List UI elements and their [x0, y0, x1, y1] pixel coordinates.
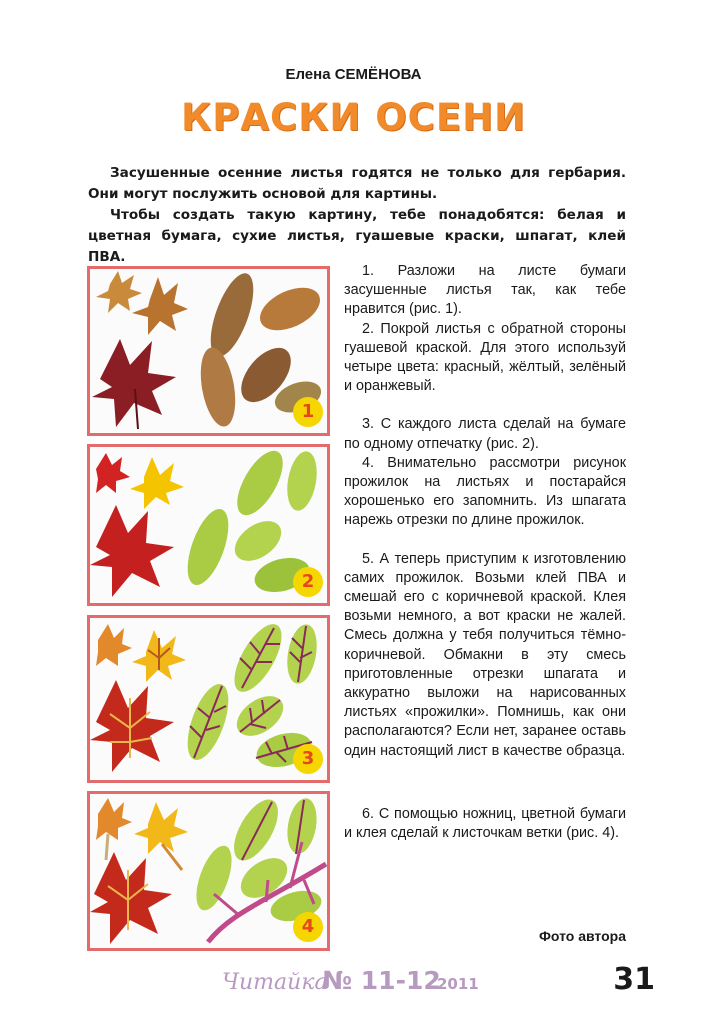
issue-number: № 11-12: [322, 966, 441, 995]
magazine-name: Читайка: [222, 970, 328, 995]
step-2: 2. Покрой листья с обратной стороны гуашевой краской. Для этого используй четыре цвета: красный, жёлтый, зелёный и оранжевый.: [344, 320, 626, 395]
article-title: КРАСКИ ОСЕНИ: [180, 96, 527, 139]
figure-number-badge: 3: [293, 744, 323, 774]
figure-number-badge: 2: [293, 567, 323, 597]
leaf-veins-illustration: [90, 618, 327, 780]
intro-paragraph: Чтобы создать такую картину, тебе понадобятся: белая и цветная бумага, сухие листья, гуашевые краски, шпагат, клей ПВА.: [88, 207, 626, 265]
figure-number-badge: 4: [293, 912, 323, 942]
step-4: 4. Внимательно рассмотри рисунок прожилок на листьях и постарайся хорошенько его запомнить. Из шпагата нарежь отрезки по длине прожилок.: [344, 454, 626, 529]
figure-3-leaf-veins: [87, 615, 330, 783]
page-number: 31: [613, 962, 655, 997]
figure-1-dried-leaves: [87, 266, 330, 436]
paint-prints-illustration: [90, 447, 327, 603]
figure-4-leaf-branches: [87, 791, 330, 951]
dried-leaves-illustration: [90, 269, 327, 433]
figure-2-paint-prints: [87, 444, 330, 606]
step-5: 5. А теперь приступим к изготовлению самих прожилок. Возьми клей ПВА и смешай его с коричневой краской. Клея возьми немного, а вот краски не жалей. Смесь должна у тебя получиться тёмно-коричневой. Обмакни в эту смесь приготовленные отрезки шпагата и аккуратно выложи на нарисованных листьях «прожилки». Помнишь, как они располагаются? Если нет, заранее оставь один настоящий лист в качестве образца.: [344, 550, 626, 759]
step-3: 3. С каждого листа сделай на бумаге по одному отпечатку (рис. 2).: [344, 416, 626, 452]
leaf-branches-illustration: [90, 794, 327, 948]
photo-credit: Фото автора: [538, 928, 626, 944]
intro-paragraph: Засушенные осенние листья годятся не только для гербария. Они могут послужить основой для картины.: [88, 165, 626, 202]
figure-number-badge: 1: [293, 397, 323, 427]
issue-year: 2011: [437, 975, 479, 993]
instructions: [344, 262, 626, 843]
article-author: Елена СЕМЁНОВА: [285, 66, 422, 83]
step-1: 1. Разложи на листе бумаги засушенные листья так, как тебе нравится (рис. 1).: [344, 263, 626, 318]
step-6: 6. С помощью ножниц, цветной бумаги и клея сделай к листочкам ветки (рис. 4).: [344, 805, 626, 842]
intro-text: [88, 163, 626, 268]
